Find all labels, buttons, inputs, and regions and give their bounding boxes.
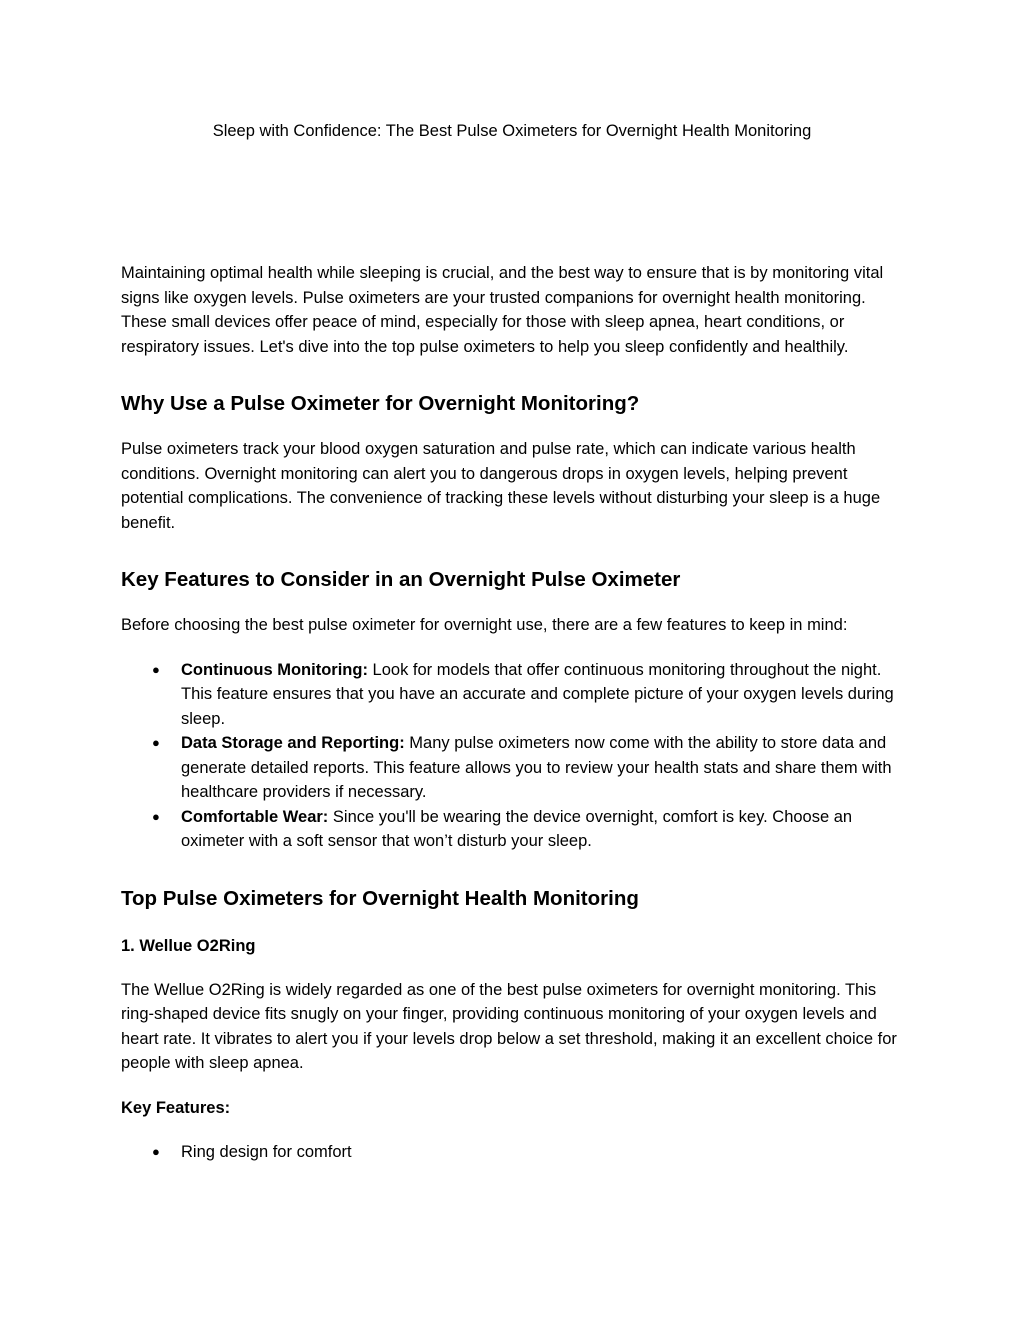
- list-item: [121, 658, 911, 732]
- product-key-features-list: [121, 1140, 911, 1165]
- why-heading: Why Use a Pulse Oximeter for Overnight Monitoring?: [121, 392, 640, 415]
- intro-paragraph: Maintaining optimal health while sleeping is crucial, and the best way to ensure that is by monitoring vital signs like oxygen levels. Pulse oximeters are your trusted companions for overnight health monitoring. These small devices offer peace of mind, especially for those with sleep apnea, heart conditions, or respiratory issues. Let's dive into the top pulse oximeters to help you sleep confidently and healthily.: [121, 264, 884, 356]
- feature-text: Look for models that offer continuous monitoring throughout the night. This feature ensures that you have an accurate and complete picture of your oxygen levels during sleep.: [181, 660, 894, 728]
- features-heading: Key Features to Consider in an Overnight Pulse Oximeter: [121, 568, 681, 591]
- bullet-icon: ●: [152, 808, 160, 824]
- document-body: [121, 261, 911, 1164]
- list-item: [121, 805, 911, 854]
- feature-term: Data Storage and Reporting:: [181, 734, 405, 752]
- bullet-icon: ●: [152, 1143, 160, 1159]
- bullet-icon: ●: [152, 735, 160, 750]
- product-heading: 1. Wellue O2Ring: [121, 936, 256, 955]
- bullet-icon: ●: [152, 661, 160, 677]
- top-oximeters-heading: Top Pulse Oximeters for Overnight Health Monitoring: [121, 886, 639, 910]
- feature-text: Since you'll be wearing the device overnight, comfort is key. Choose an oximeter with a soft sensor that won’t disturb your sleep.: [181, 807, 853, 850]
- key-feature-text: Ring design for comfort: [181, 1142, 352, 1161]
- feature-term: Continuous Monitoring:: [181, 660, 368, 679]
- document-title: Sleep with Confidence: The Best Pulse Oximeters for Overnight Health Monitoring: [212, 122, 812, 140]
- features-list: [121, 658, 911, 854]
- feature-text: Many pulse oximeters now come with the ability to store data and generate detailed reports. This feature allows you to review your health stats and share them with healthcare providers if necessary.: [181, 734, 892, 801]
- features-intro-paragraph: Before choosing the best pulse oximeter for overnight use, there are a few features to keep in mind:: [121, 616, 848, 634]
- key-features-label: Key Features:: [121, 1098, 231, 1117]
- list-item: [121, 731, 911, 805]
- feature-term: Comfortable Wear:: [181, 807, 329, 826]
- product-description: The Wellue O2Ring is widely regarded as one of the best pulse oximeters for overnight monitoring. This ring-shaped device fits snugly on your finger, providing continuous monitoring of your oxygen levels and heart rate. It vibrates to alert you if your levels drop below a set threshold, making it an excellent choice for people with sleep apnea.: [121, 980, 897, 1072]
- list-item: [121, 1140, 911, 1165]
- why-paragraph: Pulse oximeters track your blood oxygen saturation and pulse rate, which can indicate various health conditions. Overnight monitoring can alert you to dangerous drops in oxygen levels, helping prevent potential complications. The convenience of tracking these levels without disturbing your sleep is a huge benefit.: [121, 440, 881, 532]
